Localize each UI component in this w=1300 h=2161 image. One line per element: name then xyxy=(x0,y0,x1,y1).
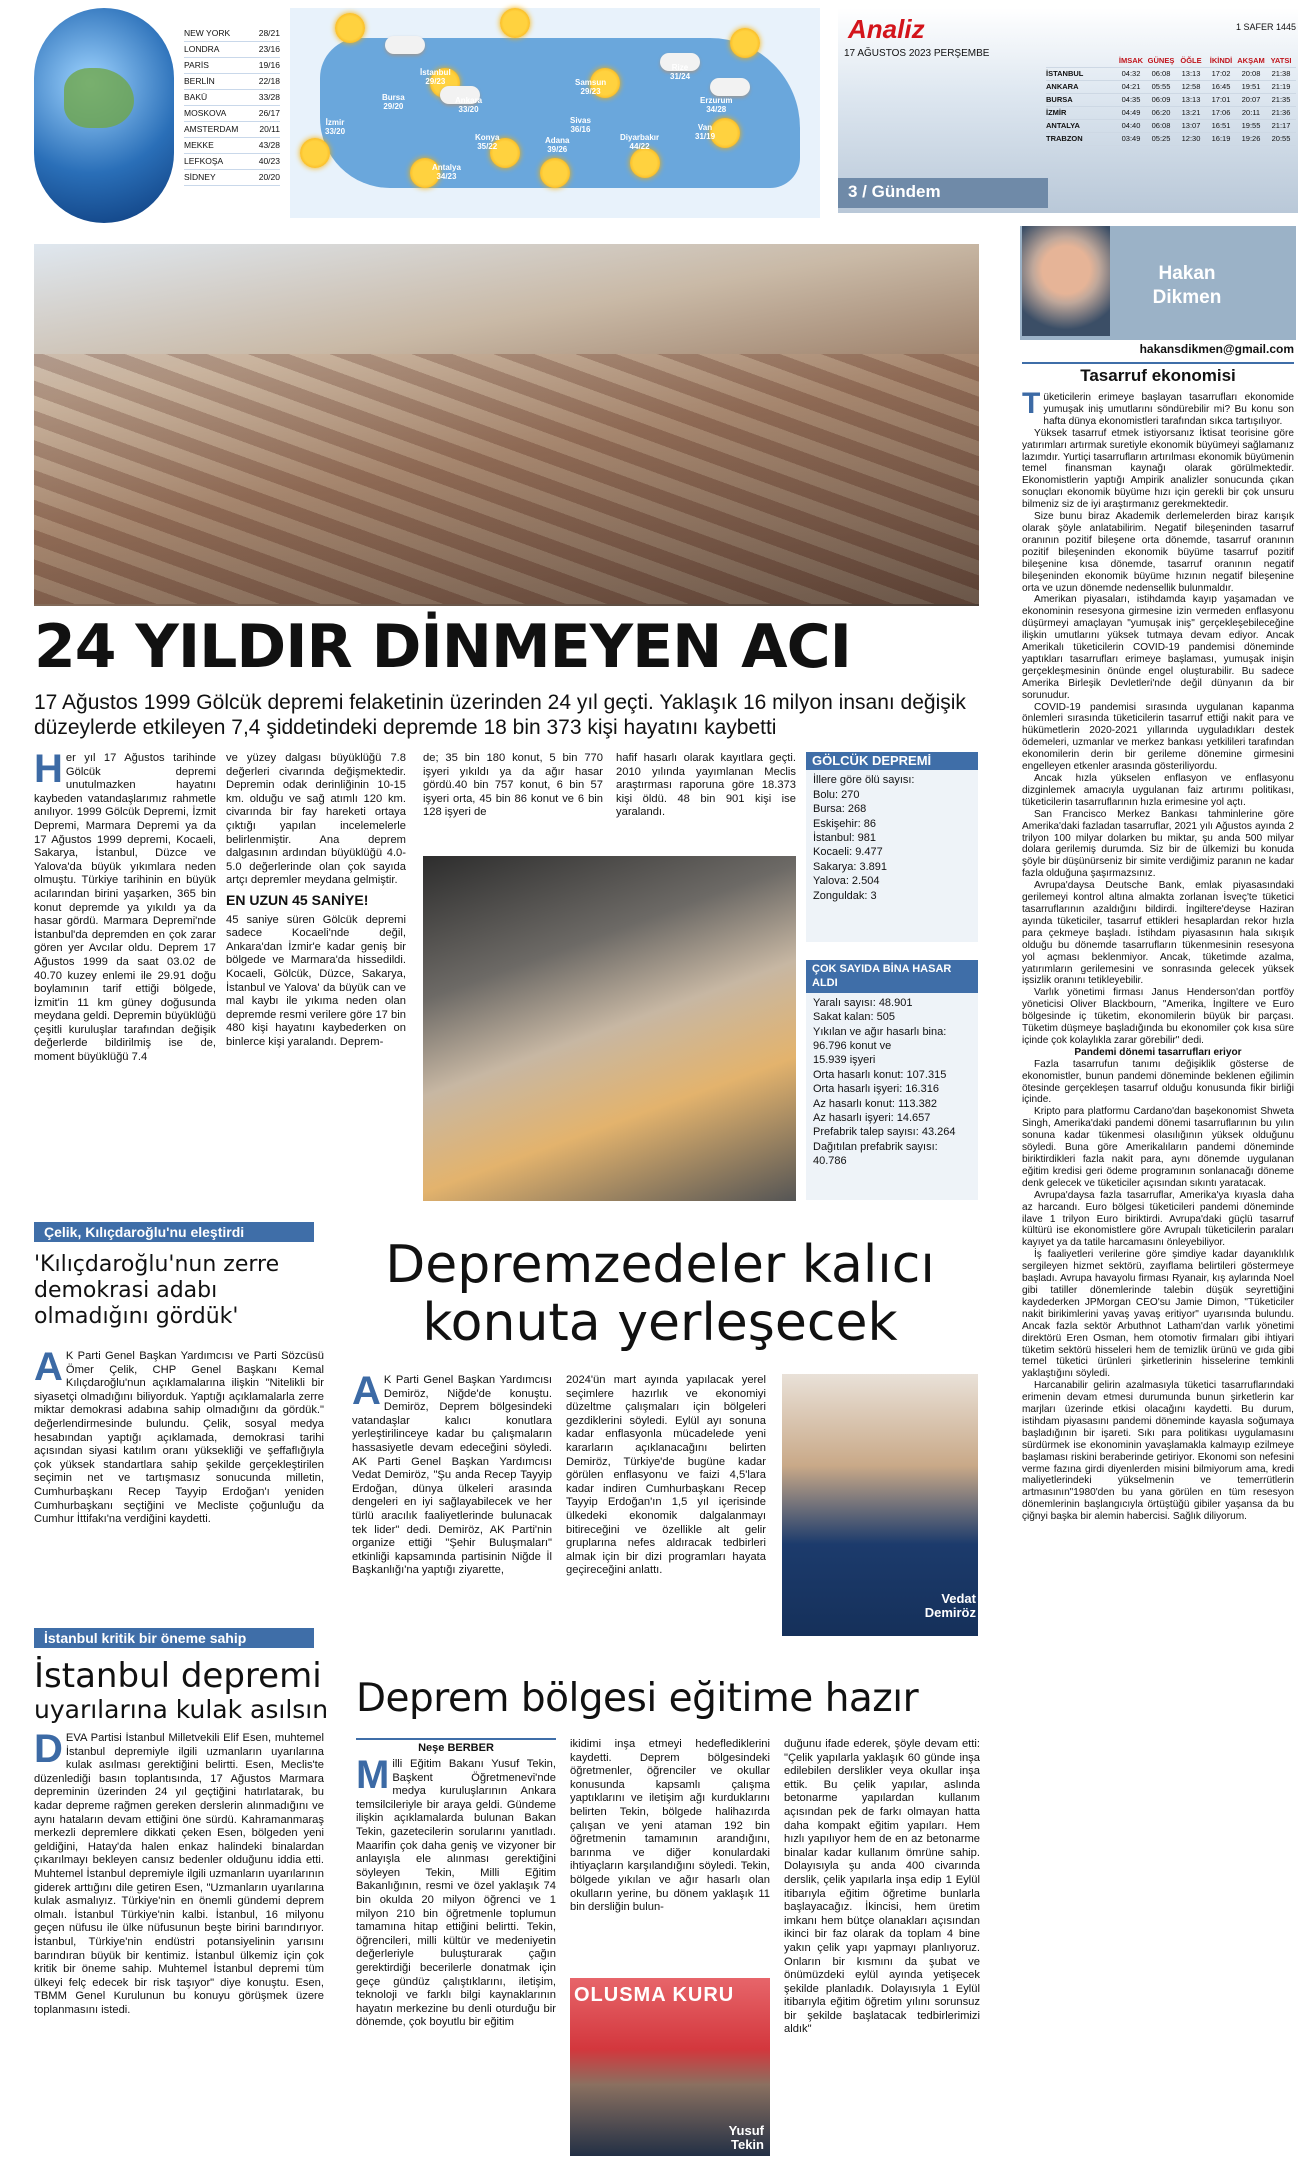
sun-icon xyxy=(300,138,330,168)
prayer-time: 19:55 xyxy=(1241,121,1261,130)
box-line: Yaralı sayısı: 48.901 xyxy=(813,996,913,1009)
prayer-row xyxy=(1046,81,1296,94)
column-paragraph: Fazla tasarrufun tanımı değişiklik gösterse de ekonomistler, bunun pandemi döneminde beklenen eğilimin ötesinde gerçekleşen tasarruf olduğu konusunda fikir birliği içinde. xyxy=(1022,1058,1294,1106)
drop-cap: H xyxy=(34,752,63,791)
map-city-temp: 35/22 xyxy=(477,142,498,151)
map-city-name: Van xyxy=(697,123,713,132)
story2-headline: 'Kılıçdaroğlu'nun zerre demokrasi adabı olmadığını gördük' xyxy=(34,1252,280,1329)
map-city-name: Sivas xyxy=(570,116,591,125)
story-tag: İstanbul kritik bir öneme sahip xyxy=(34,1628,314,1648)
prayer-time: 03:49 xyxy=(1121,134,1141,143)
city-row xyxy=(184,122,280,138)
city-name: NEW YORK xyxy=(184,28,231,38)
map-city-label xyxy=(700,96,732,114)
prayer-time: 17:01 xyxy=(1211,95,1231,104)
map-city-temp: 29/20 xyxy=(383,102,404,111)
sun-icon xyxy=(730,28,760,58)
city-row xyxy=(184,26,280,42)
prayer-time: 12:58 xyxy=(1181,82,1201,91)
prayer-header: AKŞAM xyxy=(1237,56,1265,65)
map-city-temp: 31/19 xyxy=(695,132,716,141)
column-paragraph xyxy=(1022,392,1294,428)
city-temp: 33/28 xyxy=(258,92,280,102)
survivor-bread-photo xyxy=(423,856,796,1201)
story5-col-2: ikidimi inşa etmeyi hedeflediklerini kaydetti. Deprem bölgesindeki öğretmenler, öğrenciler ve okullar konusunda kapsamlı çalışma yaptıklarını ve iletişim ağı kurduklarını belirten Tekin, bölgede halihazırda çalışan ve yeni ataman 192 bin öğretmenin tamamının arandığını, barınma ve diğer konulardaki ihtiyaçların karşılandığını söyledi. Tekin, bölgede yıkılan ve ağır hasarlı olan okulların yerine, bu dönem yaklaşık 11 bin dersliğin bulun- xyxy=(570,1738,770,1914)
prayer-time: 21:17 xyxy=(1271,121,1291,130)
story4-col-1 xyxy=(352,1374,552,1704)
map-city-temp: 36/16 xyxy=(570,125,591,134)
map-city-name: Erzurum xyxy=(700,96,733,105)
lead-col-4: hafif hasarlı olarak kayıtlara geçti. 2010 yılında yayımlanan Meclis araştırması raporuna göre 18.373 kişi öldü. 48 bin 901 kişi ise yaralandı. xyxy=(616,752,796,819)
city-name: LONDRA xyxy=(184,44,220,54)
box-line: Yalova: 2.504 xyxy=(813,875,880,888)
map-city-label xyxy=(475,133,499,151)
columnist-email: hakansdikmen@gmail.com xyxy=(1139,342,1294,356)
prayer-time: 06:09 xyxy=(1151,95,1171,104)
city-row xyxy=(184,42,280,58)
column-paragraph: San Francisco Merkez Bankası tahminlerine göre Amerika'daki fazladan tasarruflar, 2021 yılı Ağustos ayında 2 trilyon 100 milyar dolarken bu miktar, şu anda 500 milyar dolara gerilemiş durumda. Siz bir de ülkemizi bu konuda şöyle bir düşünürseniz bir simite verdiğimiz paranın ne kadar fazla olduğuna şaşırmazsınız. xyxy=(1022,808,1294,880)
map-city-name: Bursa xyxy=(382,93,405,102)
prayer-time: 16:45 xyxy=(1211,82,1231,91)
box-line: İstanbul: 981 xyxy=(813,832,876,845)
city-row xyxy=(184,170,280,186)
prayer-times-table xyxy=(1046,55,1296,146)
map-city-name: Antalya xyxy=(432,163,461,172)
map-city-name: Diyarbakır xyxy=(620,133,660,142)
story2-text: K Parti Genel Başkan Yardımcısı ve Parti Sözcüsü Ömer Çelik, CHP Genel Başkanı Kemal Kılıçdaroğlu'nun açıklamalarına ilişkin "Nitelikli bir siyasetçi olmadığını biliyorduk. Yaptığı açıklamalarla zerre miktar demokrasi adabına sahip olmadığını da gördük." değerlendirmesinde bulundu. Çelik, sosyal medya hesabından yaptığı açıklamada, demokrasi tarihi açısından siyasi katılım oranı yüksekliği ve şeffaflığıyla çok yüksek standartlara sahip şekilde gerçekleştirilen seçimin net ve tartışmasız sonucunda milletin, Cumhurbaşkanı Recep Tayyip Erdoğan'ı yeniden Cumhurbaşkanı seçtiğini ve Mecliste çoğunluğu da Cumhur İttifakı'na verdiğini kaydetti. xyxy=(34,1350,324,1526)
box-line: Dağıtılan prefabrik sayısı: 40.786 xyxy=(813,1140,938,1168)
column-paragraph: COVID-19 pandemisi sırasında uygulanan kapanma önlemleri sırasında tüketicilerin tasarruf ettiği nakit para ve hükümetlerin 2020-2021 yıllarında uyguladıkları destek ödemeleri, uzmanlar ve merkez bankası yetkilileri tarafından ekonomilerin derin bir gerileme dönemine girmesini engelleyen etkenler arasında gösteriliyordu. xyxy=(1022,701,1294,773)
box-line: Sakarya: 3.891 xyxy=(813,860,887,873)
story4-col-2: 2024'ün mart ayında yapılacak yerel seçimlere hazırlık ve ekonomiyi düzeltme çalışmaları için bölgeleri gezdiklerini söyledi. Eylül ayı sonuna kadar enflasyonla mücadelede yeni kararların açıklanacağını belirten Demiröz, Türkiye'de bugüne kadar görülen enflasyonu ve faizi 4,5'lara kadar indiren Cumhurbaşkanı Recep Tayyip Erdoğan'ın 1,5 yıl içerisinde ülkedeki ekonomik dalgalanmayı bitireceğini ve özellikle alt gelir gruplarına nefes aldıracak tedbirleri almak için bir dizi programları hayata geçireceğini anlattı. xyxy=(566,1374,766,1577)
prayer-header-row xyxy=(1046,55,1296,68)
columnist-last-name: Dikmen xyxy=(1152,287,1222,308)
drop-cap: T xyxy=(1022,392,1041,420)
prayer-time: 13:07 xyxy=(1181,121,1201,130)
prayer-row xyxy=(1046,120,1296,133)
column-paragraph: Kripto para platformu Cardano'dan başekonomist Shweta Singh, Amerika'daki pandemi dönemi tasarruflarının bu yılın sonuna kadar tükenmesi olasılığının yüksek olduğunu söyledi. Buna göre Amerikalıların pandemi döneminde biriktirdikleri fazla nakit para, aynı dönemde uygulanan eğitim kredisi geri ödeme programının sonlanacağı döneme denk gelecek ve tüketiciler açısından sıkıntı yaratacak. xyxy=(1022,1106,1294,1189)
map-city-name: Rize xyxy=(671,63,689,72)
map-city-temp: 29/23 xyxy=(425,77,446,86)
box-line: Prefabrik talep sayısı: 43.264 xyxy=(813,1126,956,1139)
box-line: Orta hasarlı işyeri: 16.316 xyxy=(813,1083,939,1096)
city-name: BERLİN xyxy=(184,76,215,86)
prayer-header: İMSAK xyxy=(1118,56,1144,65)
column-paragraph: Harcanabilir gelirin azalmasıyla tüketici tasarruflarındaki erimenin devam etmesi durumunda bunun şirketlerin kar marjları üzerinde etkisi olacağını kaydetti. Bu durum, istihdam piyasasını pandemi döneminde kayasla soğumaya başladığının bir işareti. Sıkı para politikası uygulamasını sürdürmek ise ekonominin yavaşlamakla kalmayıp ezilmeye başlaması riskini beraberinde getiriyor. Ekonomi son nefesini verme fazına girdi diyenlerden misini bilmiyorum ama, kredi maliyetlerindeki yükselmenin ve temerrütlerin artmasının"1980'den bu yana görülen en tüm resesyon dönemlerinin başlangıcıyla örtüştüğü gibiler yaşansa da bu çiğnyi başka bir alemin habercisi. Sağlık diliyorum. xyxy=(1022,1380,1294,1523)
photo-banner-text: OLUSMA KURU xyxy=(574,1984,735,2006)
city-temp: 20/11 xyxy=(259,124,280,134)
story2-body xyxy=(34,1350,324,1612)
city-row xyxy=(184,138,280,154)
story5-col1-text: illi Eğitim Bakanı Yusuf Tekin, Başkent Öğretmenevi'nde medya kuruluşlarının Ankara temsilcileriyle bir araya geldi. Gündeme ilişkin açıklamalarda bulunan Bakan Tekin, gazetecilerin sorularını yanıtladı. Maarifin çok daha geniş ve vizyoner bir anlayışla ele alınması gerektiğini söyleyen Tekin, Milli Eğitim Bakanlığının, resmi ve özel yaklaşık 74 bin okulda 20 milyon öğrenci ve 1 milyon 210 bin öğretmenle toplumun tamamına hitap ettiğini belirtti. Tekin, öğrencileri, milli kültür ve medeniyetin değerleriyle buluşturarak çağın gerektirdiği becerilerle donatmak için geçe gündüz çalıştıklarını, iletişim, teknoloji ve farklı bilgi kaynaklarının hayatın merkezine bu denli oturduğu bir dönemde, çok boyutlu bir eğitim xyxy=(356,1758,556,2029)
map-city-label xyxy=(570,116,591,134)
prayer-time: 04:35 xyxy=(1121,95,1141,104)
prayer-city: ANKARA xyxy=(1046,82,1079,91)
city-temp: 40/23 xyxy=(258,156,280,166)
box-line: 15.939 işyeri xyxy=(813,1054,876,1067)
box-lines xyxy=(806,993,978,1172)
map-city-temp: 34/23 xyxy=(436,172,457,181)
column-text: üketicilerin erimeye başlayan tasarrufları ekonomide yumuşak iniş umutlarını söndürebilir mi? Bu konu son hafta dünya ekonomistleri tarafından sıkca tartışılıyor. xyxy=(1043,392,1294,427)
city-name: BAKÜ xyxy=(184,92,208,102)
city-row xyxy=(184,58,280,74)
map-city-temp: 29/23 xyxy=(580,87,601,96)
sun-icon xyxy=(630,148,660,178)
box-line: Kocaeli: 9.477 xyxy=(813,846,883,859)
lead-col1-text: er yıl 17 Ağustos tarihinde Gölcük depremi unutulmazken hayatını kaybeden vatandaşlarımız rahmetle anılıyor. 1999 Gölcük Depremi, İzmit Depremi, Marmara Depremi ya da 17 Ağustos 1999 depremi, Kocaeli, Sakarya, İstanbul, Düzce ve Yalova'da büyük yıkımlara neden olmuştu. Türkiye tarihinin en büyük acılarından birini yaşarken, 365 bin konut depremde ya yıkıldı ya da hasar gördü. Marmara Depremi'nde İstanbul'da depremden en çok zarar gören yer Avcılar oldu. Deprem 17 Ağustos 1999 da saat 03.02 de 40.70 kuzey enlemi ile 29.91 doğu boylamının tarif ettiği bölgede, İzmit'in 11 km güney doğusunda meydana geldi. Depremin büyüklüğü çeşitli kuruluşlar tarafından değişik değerlerde bildirilmiş ise de, moment büyüklüğü 7.4 xyxy=(34,752,216,1064)
prayer-time: 06:08 xyxy=(1151,69,1171,78)
golcuk-stats-box xyxy=(806,752,978,942)
city-temp: 43/28 xyxy=(258,140,280,150)
prayer-city: TRABZON xyxy=(1046,134,1083,143)
map-city-label xyxy=(455,96,482,114)
story3-headline-2: uyarılarına kulak asılsın xyxy=(34,1695,329,1724)
story5-headline: Deprem bölgesi eğitime hazır xyxy=(356,1676,919,1721)
map-city-label xyxy=(575,78,606,96)
story-tag: Çelik, Kılıçdaroğlu'nu eleştirdi xyxy=(34,1222,314,1242)
prayer-time: 21:36 xyxy=(1271,108,1291,117)
prayer-time: 19:26 xyxy=(1241,134,1261,143)
column-paragraph: Pandemi dönemi tasarrufları eriyor xyxy=(1074,1046,1242,1058)
story5-col-3: duğunu ifade ederek, şöyle devam etti: "Çelik yapılarla yaklaşık 60 günde inşa edilebilen derslikler veya okullar inşa ettik. Bu çelik yapılar, aslında betonarme yapılardan kullanım açısından pek de farkı olmayan hatta daha kompakt eğitim yapıları. Hem hızlı yapılıyor hem de en az betonarme binalar kadar kullanım ömrüne sahip. Dolayısıyla şu anda 400 civarında derslik, çelik yapılarla inşa edip 1 Eylül itibarıyla eğitim öğretime bunlarla başlayacağız. İkincisi, hem üretim imkanı hem bütçe olanakları açısından ikinci bir faz olarak da toplam 4 bine yakın çelik yapı yapmayı planlıyoruz. Onların bir kısmını da şubat ve önümüzdeki eylül ayında yetişecek şekilde planladık. Dolayısıyla 1 Eylül itibarıyla eğitim öğretim yılını sorunsuz bir şekilde başlatacak tedbirlerimizi aldık" xyxy=(784,1738,980,2036)
prayer-time: 19:51 xyxy=(1241,82,1261,91)
map-city-temp: 34/28 xyxy=(706,105,727,114)
map-city-label xyxy=(420,68,451,86)
prayer-time: 16:51 xyxy=(1211,121,1231,130)
city-row xyxy=(184,90,280,106)
byline: Neşe BERBER xyxy=(356,1738,556,1754)
map-city-name: Samsun xyxy=(575,78,607,87)
prayer-time: 04:32 xyxy=(1121,69,1141,78)
box-line: Zonguldak: 3 xyxy=(813,889,877,902)
prayer-city: İZMİR xyxy=(1046,108,1067,117)
cloud-icon xyxy=(385,36,425,54)
city-row xyxy=(184,154,280,170)
city-name: AMSTERDAM xyxy=(184,124,239,134)
column-title: Tasarruf ekonomisi xyxy=(1022,362,1294,386)
city-temp: 19/16 xyxy=(258,60,280,70)
city-temp: 26/17 xyxy=(258,108,280,118)
map-city-temp: 33/20 xyxy=(325,127,346,136)
prayer-row xyxy=(1046,133,1296,146)
lead-col-3: de; 35 bin 180 konut, 5 bin 770 işyeri yıkıldı ya da ağır hasar gördü.40 bin 757 konut, 6 bin 57 işyeri orta, 45 bin 86 konut ve 6 bin 128 işyeri de xyxy=(423,752,603,819)
prayer-time: 17:06 xyxy=(1211,108,1231,117)
map-city-label xyxy=(545,136,569,154)
prayer-time: 05:25 xyxy=(1151,134,1171,143)
city-temp: 20/20 xyxy=(258,172,280,182)
city-temp: 28/21 xyxy=(258,28,280,38)
story4-col1-text: K Parti Genel Başkan Yardımcısı Demiröz, Niğde'de konuştu. Demiröz, Deprem bölgesindeki vatandaşlar kalıcı konutlara yerleştirilinceye kadar bu çalışmaların hassasiyetle devam edeceğini söyledi. AK Parti Genel Başkan Yardımcısı Vedat Demiröz, "Şu anda Recep Tayyip Erdoğan, dünya ülkeleri arasında dengeleri en iyi sağlayabilecek ve her türlü aracılık faaliyetlerinde bulunacak tek lider" dedi. Demiröz, AK Parti'nin organize ettiği "Şehir Buluşmaları" etkinliği kapsamında partisinin Niğde İl Başkanlığı'na yaptığı ziyarette, xyxy=(352,1374,552,1577)
story5-col-1 xyxy=(356,1758,556,2154)
turkey-weather-map xyxy=(290,8,820,218)
prayer-city: İSTANBUL xyxy=(1046,69,1084,78)
prayer-time: 04:40 xyxy=(1121,121,1141,130)
column-paragraph: Ancak hızla yükselen enflasyon ve enflasyonu dizginlemek amacıyla uygulanan faiz artırımı politikası, tüketicilerin tasarruflarının hızla erimesine yol açtı. xyxy=(1022,773,1294,808)
prayer-time: 13:21 xyxy=(1181,108,1201,117)
column-paragraph: Size bunu biraz Akademik derlemelerden biraz karışık olarak şöyle anlatabilirim. Negatif bileşeninden tasarruf oranının pozitif bileşene orta dönemde, tasarruf oranının pozitif bileşeninden ekonomik büyüme tasarruf pozitif bileşenine kısa dönemde, tasarruf oranının negatif bileşeninden ekonomik büyüme hızının negatif bileşenine orta ve uzun dönemde nedensellik bulunmaldır. xyxy=(1022,511,1294,594)
prayer-time: 06:20 xyxy=(1151,108,1171,117)
prayer-header: YATSI xyxy=(1270,56,1292,65)
box-line: İllere göre ölü sayısı: xyxy=(813,774,915,787)
earthquake-rubble-photo xyxy=(34,244,979,606)
lead-headline: 24 YILDIR DİNMEYEN ACI xyxy=(34,612,851,682)
lead-col2-text: ve yüzey dalgası büyüklüğü 7.8 değerleri civarında değişmektedir. Depremin odak derinliğinin 10-15 km. olduğu ve sağ atımlı 120 km. civarında bir fay hareketi ortaya çıktığı yapılan incelemelerle belirlenmiştir. Ana deprem dalgasının ardından büyüklüğü 4.0-5.0 değerlerinde olan çok sayıda artçı depremler meydana gelmiştir. xyxy=(226,752,406,887)
city-name: SİDNEY xyxy=(184,172,216,182)
box-line: Sakat kalan: 505 xyxy=(813,1011,895,1024)
lead-col-2 xyxy=(226,752,406,1202)
sun-icon xyxy=(335,13,365,43)
map-city-temp: 33/20 xyxy=(458,105,479,114)
map-city-label xyxy=(432,163,461,181)
drop-cap: A xyxy=(34,1350,63,1389)
city-name: MEKKE xyxy=(184,140,214,150)
map-city-label xyxy=(670,63,690,81)
newspaper-logo: Analiz xyxy=(848,14,925,44)
globe-graphic xyxy=(34,8,174,223)
map-city-name: İzmir xyxy=(325,118,345,127)
box-title: ÇOK SAYIDA BİNA HASAR ALDI xyxy=(806,960,978,993)
prayer-time: 06:08 xyxy=(1151,121,1171,130)
prayer-row xyxy=(1046,94,1296,107)
prayer-time: 13:13 xyxy=(1181,95,1201,104)
columnist-name xyxy=(1122,262,1252,310)
lead-subhead-2: EN UZUN 45 SANİYE! xyxy=(226,891,369,908)
lead-col-1 xyxy=(34,752,216,1202)
prayer-header-spacer xyxy=(1046,55,1116,67)
drop-cap: A xyxy=(352,1374,381,1413)
box-line: Bursa: 268 xyxy=(813,803,867,816)
prayer-time: 21:38 xyxy=(1271,69,1291,78)
map-city-name: Adana xyxy=(545,136,570,145)
prayer-time: 20:07 xyxy=(1241,95,1261,104)
drop-cap: D xyxy=(34,1732,63,1771)
column-paragraph: Yüksek tasarruf etmek istiyorsanız İktisat teorisine göre yatırımları artırmak suretiyle ekonomik büyümeyi sağlamanız lazımdır. Yurtiçi tasarrufların artırılması ekonomik büyümenin temel finansman kaynağı olarak görülmektedir. Ekonomistlerin yaptığı Ampirik analizler sonucunda çıkan sonuçları ekonomik büyüme hızı için gerekli bir çok unsuru bilmeniz siz de iyi araştırmanız gerekmektedir. xyxy=(1022,427,1294,511)
map-city-name: Ankara xyxy=(455,96,483,105)
lead-col2b-text: 45 saniye süren Gölcük depremi sadece Kocaeli'nde değil, Ankara'dan İzmir'e kadar geniş bir bölgede ve Marmara'da hissedildi. Kocaeli, Gölcük, Düzce, Sakarya, İstanbul ve Yalova' da büyük can ve mal kaybı ile yıkıma neden olan depremde resmi verilere göre 17 bin 480 kişi hayatını kaybederken on binlerce kişi yaralandı. Deprem- xyxy=(226,913,406,1048)
map-city-label xyxy=(695,123,715,141)
map-city-temp: 31/24 xyxy=(670,72,691,81)
prayer-time: 04:21 xyxy=(1121,82,1141,91)
city-name: MOSKOVA xyxy=(184,108,227,118)
city-temp: 23/16 xyxy=(258,44,280,54)
avatar xyxy=(1022,226,1110,336)
city-row xyxy=(184,106,280,122)
map-city-name: İstanbul xyxy=(420,68,451,77)
column-paragraph: Amerikan piyasaları, istihdamda kayıp yaşamadan ve ekonominin resesyona girmesine izin vermeden enflasyonu düşürmeyi amaçlayan "yumuşak iniş" gerçekleşebileceğine ilişkin umutlarını yüksek tutmaya devam ediyor. Ancak Amerikalı tüketicilerin COVID-19 pandemisi döneminde yaptıkları tasarrufları erimeye başlaması, yumuşak inişin gerçekleşmesinin önünde engel oluşturabilir. Bu sadece Amerika Birleşik Devletleri'nde değil dünyanın da bir sorunudur. xyxy=(1022,594,1294,701)
hijri-date: 1 SAFER 1445 xyxy=(1236,22,1297,32)
prayer-time: 17:02 xyxy=(1211,69,1231,78)
prayer-row xyxy=(1046,107,1296,120)
column-body xyxy=(1022,392,1294,2157)
box-line: Az hasarlı işyeri: 14.657 xyxy=(813,1112,931,1125)
cloud-icon xyxy=(710,78,750,96)
prayer-time: 20:11 xyxy=(1241,108,1261,117)
box-line: Orta hasarlı konut: 107.315 xyxy=(813,1068,947,1081)
map-city-name: Konya xyxy=(475,133,500,142)
box-line: Eskişehir: 86 xyxy=(813,817,876,830)
prayer-time: 16:19 xyxy=(1211,134,1231,143)
prayer-time: 12:30 xyxy=(1181,134,1201,143)
city-name: PARİS xyxy=(184,60,209,70)
column-paragraph: Avrupa'daysa Deutsche Bank, emlak piyasasındaki gerilemeyi kontrol altına almakta zorlanan İsveç'te tüketici tasarruflarının azaldığını bildirdi. İngiltere'deyse Haziran ayında tüketiciler, tasarruf ettikleri hesaplardan rekor hızla para çekmeye başladı. İstihdam piyasasının hala sıkışık olduğu bu dönemde tasarrufların tükenmesinin resesyona yol açması beklenmiyor. Ancak, tüketimde azalma, yatırımların gerilemesini ve sonrasında gelecek yüksek işsizlik oranını tetikleyebilir. xyxy=(1022,880,1294,987)
box-line: Bolu: 270 xyxy=(813,788,860,801)
map-city-label xyxy=(620,133,659,151)
prayer-header: İKİNDİ xyxy=(1209,56,1233,65)
box-line: Yıkılan ve ağır hasarlı bina: 96.796 konut ve xyxy=(813,1025,947,1053)
damage-stats-box xyxy=(806,960,978,1200)
prayer-city: BURSA xyxy=(1046,95,1073,104)
prayer-row xyxy=(1046,68,1296,81)
lead-subhead: 17 Ağustos 1999 Gölcük depremi felaketinin üzerinden 24 yıl geçti. Yaklaşık 16 milyon insanı değişik düzeylerde etkileyen 7,4 şiddetindeki depremde 18 bin 373 kişi hayatını kaybetti xyxy=(34,691,966,739)
map-city-label xyxy=(325,118,345,136)
prayer-time: 05:55 xyxy=(1151,82,1171,91)
city-temp: 22/18 xyxy=(258,76,280,86)
sun-icon xyxy=(540,158,570,188)
photo-caption: Vedat Demiröz xyxy=(924,1591,976,1620)
prayer-header: ÖĞLE xyxy=(1180,56,1202,65)
prayer-time: 21:19 xyxy=(1271,82,1291,91)
map-city-temp: 44/22 xyxy=(629,142,650,151)
city-name: LEFKOŞA xyxy=(184,156,224,166)
prayer-city: ANTALYA xyxy=(1046,121,1080,130)
story3-text: EVA Partisi İstanbul Milletvekili Elif Esen, muhtemel İstanbul depremiyle ilgili uzmanların uyarılarına kulak asılması gerektiğini belirtti. Esen, Meclis'te düzenlediği basın toplantısında, 17 Ağustos Marmara depreminin üzerinden 24 yıl geçtiğini hatırlatarak, bu kadar depreme rağmen gereken derslerin alınmadığını ve aynı hataların devam ettiğini öne sürdü. Kahramanmaraş merkezli depremlere dikkati çeken Esen, bölgeden yeni geldiğini, Hatay'da halen enkaz halindeki binalardan çıkarılmayı bekleyen cansız bedenler olduğunu iddia etti. Muhtemel İstanbul depremiyle ilgili uzmanların uyarılarının giderek arttığını dile getiren Esen, "Uzmanların uyarılarına kulak asmalıyız. Türkiye'nin en önemli gündemi deprem olmalı. İstanbul Türkiye'nin kalbi. İstanbul, 16 milyonu geçen nüfusu ile ülke nüfusunun beşte birini barındırıyor. İstanbul, Türkiye'nin endüstri potansiyelinin yarısını barındıran büyük bir kentimiz. İstanbul ülkemiz için çok kritik bir öneme sahip. Muhtemel İstanbul depremi tüm ülkeyi felç edecek bir risk taşıyor" diye konuştu. Esen, TBMM Genel Kurulunun bu konuyu görüşmek üzere toplanmasını istedi. xyxy=(34,1732,324,2016)
sun-icon xyxy=(500,8,530,38)
prayer-time: 21:35 xyxy=(1271,95,1291,104)
column-paragraph: İş faaliyetleri verilerine göre şimdiye kadar dayanıklılık sergileyen hizmet sektörü, zayıflama belirtileri göstermeye başladı. Avrupa havayolu firması Ryanair, kış aylarında Noel gibi tatiller dönemlerinde talebin düşük seyrettiğini kaydederken JPMorgan CEO'su Jamie Dimon, "Tüketiciler nakit birikimlerini yavaş yavaş eritiyor" uyarısında bulundu. Ancak fazla sektör Arbuthnot Latham'dan varlık yönetimi direktörü Eren Osman, hem otomotiv firmaları gibi ihtiyari tüketim sektörü hisseleri hem de temizlik ürünü ve gıda gibi temel tüketici ürünleri şirketlerinin hisselerine temkinli yaklaştığını söyledi. xyxy=(1022,1249,1294,1380)
issue-date: 17 AĞUSTOS 2023 PERŞEMBE xyxy=(844,48,990,59)
box-lines xyxy=(806,770,978,906)
story3-headline: İstanbul depremi xyxy=(34,1656,322,1696)
world-weather-table xyxy=(184,26,280,186)
section-label: 3 / Gündem xyxy=(848,182,941,201)
box-title: GÖLCÜK DEPREMİ xyxy=(806,752,978,770)
map-city-temp: 39/26 xyxy=(547,145,568,154)
column-paragraph: Avrupa'daysa fazla tasarruflar, Amerika'ya kıyasla daha az harcandı. Euro bölgesi tüketicileri pandemi döneminde ilave 1 trilyon Euro biriktirdi. Avrupa'daki güçlü tasarruf kültürü ise ekonomistlere göre Avrupalı tüketicilerin paraları kayıyet ya da tatile harcamasını önleyebiliyor. xyxy=(1022,1189,1294,1249)
story4-headline: Depremzedeler kalıcı konuta yerleşecek xyxy=(385,1235,935,1353)
city-row xyxy=(184,74,280,90)
column-paragraph: Varlık yönetimi firması Janus Henderson'dan portföy yöneticisi Oliver Blackbourn, "Amerika, İngiltere ve Euro bölgesinde iç tüketim, ekonomilerin büyük bir parçası. Tüketim düşmeye başladığında bu ekonomiler çok kısa süre içinde çok kolaylıkla zarar görebilir" dedi. xyxy=(1022,987,1294,1046)
prayer-header: GÜNEŞ xyxy=(1147,56,1175,65)
prayer-time: 13:13 xyxy=(1181,69,1201,78)
box-line: Az hasarlı konut: 113.382 xyxy=(813,1097,937,1110)
map-city-label xyxy=(382,93,405,111)
columnist-first-name: Hakan xyxy=(1158,263,1216,284)
prayer-time: 20:08 xyxy=(1241,69,1261,78)
photo-caption: Yusuf Tekin xyxy=(728,2123,764,2152)
drop-cap: M xyxy=(356,1758,390,1797)
story3-body xyxy=(34,1732,324,2157)
prayer-time: 20:55 xyxy=(1271,134,1291,143)
prayer-time: 04:49 xyxy=(1121,108,1141,117)
